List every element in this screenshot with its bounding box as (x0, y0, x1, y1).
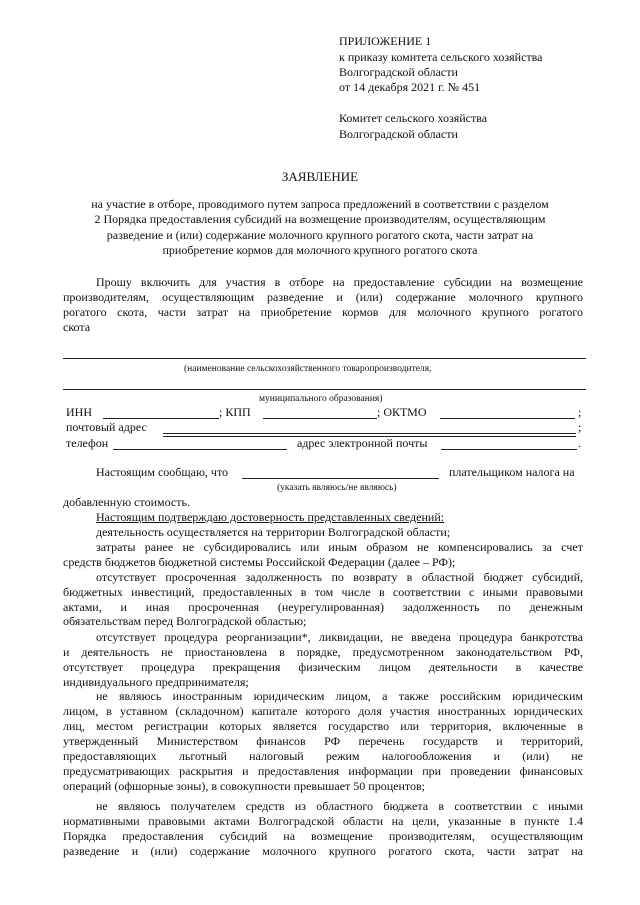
request-line: производителям, осуществляющим разведение и (или) содержание молочного крупного (63, 290, 583, 304)
email-period: . (578, 436, 581, 450)
subtitle-line: разведение и (или) содержание молочного крупного рогатого скота, части затрат на (106, 228, 534, 242)
statement-line: Порядка предоставления субсидий на возмещение производителям, осуществляющим (63, 829, 583, 843)
appendix-label: ПРИЛОЖЕНИЕ 1 (339, 34, 432, 48)
statement-line: лицом, в уставном (складочном) капитале которого доля участия иностранных юридических (63, 704, 583, 718)
phone-field[interactable] (113, 449, 287, 450)
order-reference: к приказу комитета сельского хозяйства (339, 50, 543, 64)
subtitle-line: 2 Порядка предоставления субсидий на возмещение производителям, осуществляющим (94, 212, 546, 226)
statement-line: затраты ранее не субсидировались или иным образом не компенсировались за счет (96, 540, 583, 554)
request-line: рогатого скота, части затрат на приобретение кормов для молочного крупного рогатого (63, 305, 583, 319)
statement-line: операций (офшорные зоны), в совокупности превышает 50 процентов; (63, 779, 425, 793)
vat-tail-text: плательщиком налога на (449, 465, 575, 479)
applicant-name-caption: (наименование сельскохозяйственного товаропроизводителя, (184, 364, 432, 374)
kpp-field[interactable] (263, 418, 377, 419)
vat-end-text: добавленную стоимость. (63, 495, 190, 509)
vat-status-field[interactable] (242, 478, 439, 479)
municipality-field[interactable] (63, 389, 586, 390)
statement-line: деятельность осуществляется на территории Волгоградской области; (96, 525, 451, 539)
inn-field[interactable] (103, 418, 219, 419)
kpp-label: ; КПП (219, 405, 251, 419)
statement-line: бюджетных инвестиций, предоставленных в том числе в соответствии с иными правовыми (63, 585, 583, 599)
order-date-number: от 14 декабря 2021 г. № 451 (339, 80, 481, 94)
request-line: Прошу включить для участия в отборе на предоставление субсидии на возмещение (96, 275, 583, 289)
request-line: скота (63, 320, 91, 334)
statement-line: отсутствует просроченная задолженность по возврату в областной бюджет субсидий, (96, 570, 583, 584)
statement-line: отсутствует процедура реорганизации*, ликвидации, не введена процедура банкротства (96, 630, 583, 644)
statement-line: предусматривающих раскрытия и предоставления информации при проведении финансовых (63, 764, 583, 778)
statement-line: лиц, местом регистрации которых является государство или территория, включенные в (63, 719, 583, 733)
municipality-caption: муниципального образования) (259, 394, 383, 404)
statement-line: актами, и иная просроченная (неурегулированная) задолженность по денежным (63, 600, 583, 614)
confirmation-heading: Настоящим подтверждаю достоверность представленных сведений: (96, 510, 445, 524)
statement-line: не являюсь иностранным юридическим лицом, а также российским юридическим (96, 689, 583, 703)
statement-line: средств бюджетов бюджетной системы Российской Федерации (далее – РФ); (63, 555, 456, 569)
addressee-line-1: Комитет сельского хозяйства (339, 111, 488, 125)
postal-address-field[interactable] (163, 433, 576, 434)
addressee-line-2: Волгоградской области (339, 127, 458, 141)
statement-line: утвержденный Министерством финансов РФ перечень государств и территорий, (63, 734, 583, 748)
phone-label: телефон (66, 436, 109, 450)
email-label: адрес электронной почты (297, 436, 428, 450)
applicant-name-field[interactable] (63, 358, 586, 359)
postal-address-label: почтовый адрес (66, 420, 147, 434)
order-region: Волгоградской области (339, 65, 458, 79)
inn-label: ИНН (66, 405, 92, 419)
oktmo-label: ; ОКТМО (377, 405, 427, 419)
postal-semicolon: ; (578, 420, 582, 434)
statement-line: не являюсь получателем средств из областного бюджета в соответствии с иными (96, 799, 583, 813)
statement-line: разведение и (или) содержание молочного крупного рогатого скота, части затрат на (63, 844, 583, 858)
statement-line: отсутствует процедура прекращения физическим лицом деятельности в качестве (63, 660, 583, 674)
oktmo-field[interactable] (440, 418, 575, 419)
vat-lead-text: Настоящим сообщаю, что (96, 465, 229, 479)
statement-line: нормативными правовыми актами Волгоградской области на цели, указанные в пункте 1.4 (63, 814, 583, 828)
email-field[interactable] (441, 449, 577, 450)
subtitle-line: на участие в отборе, проводимого путем запроса предложений в соответствии с разделом (91, 197, 549, 211)
subtitle-line: приобретение кормов для молочного крупного рогатого скота (162, 243, 478, 257)
vat-status-caption: (указать являюсь/не являюсь) (277, 483, 397, 493)
statement-line: индивидуального предпринимателя; (63, 675, 249, 689)
statement-line: обязательствам перед Волгоградской областью; (63, 614, 307, 628)
document-title: ЗАЯВЛЕНИЕ (281, 169, 359, 184)
statement-line: и деятельность не приостановлена в порядке, предусмотренном законодательством РФ, (63, 645, 583, 659)
inn-row-semicolon: ; (578, 405, 582, 419)
statement-line: предоставляющих льготный налоговый режим налогообложения и (или) не (63, 749, 583, 763)
